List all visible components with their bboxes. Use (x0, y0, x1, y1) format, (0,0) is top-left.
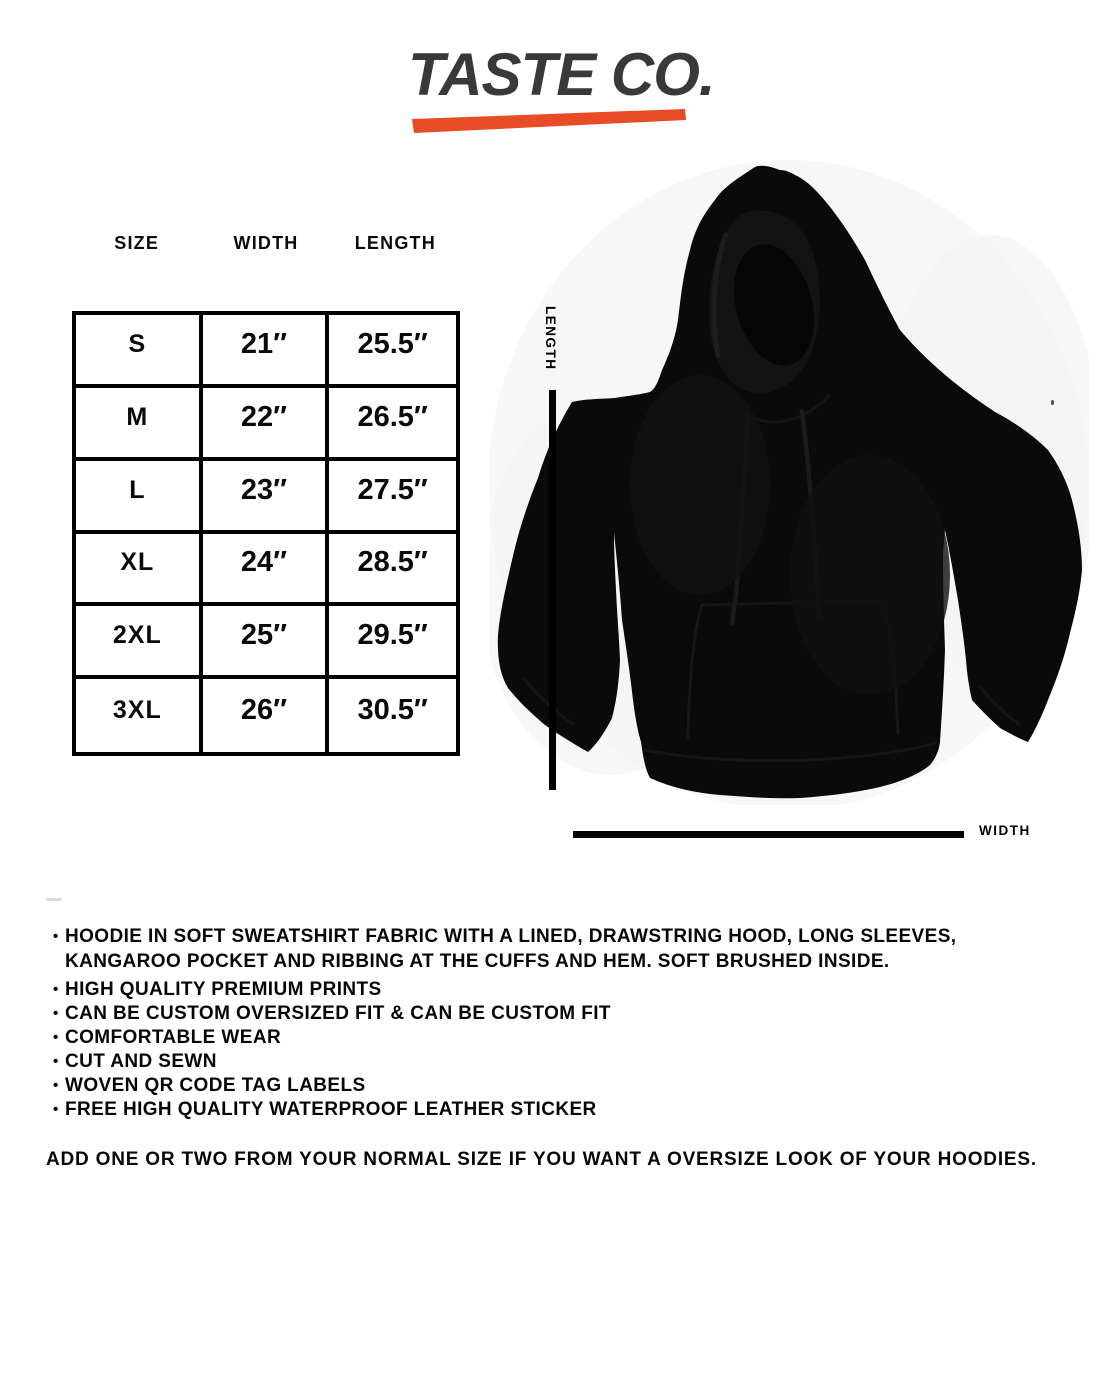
feature-text: WOVEN QR CODE TAG LABELS (65, 1075, 366, 1096)
feature-text: FREE HIGH QUALITY WATERPROOF LEATHER STICKER (65, 1099, 597, 1120)
feature-text: CUT AND SEWN (65, 1051, 217, 1072)
column-header-size: SIZE (114, 233, 160, 253)
feature-intro (46, 924, 1076, 974)
width-measure-label: WIDTH (979, 823, 1031, 838)
length-measure-label: LENGTH (543, 306, 558, 371)
table-cell-length: 30.5″ (357, 694, 428, 727)
table-cell-size: XL (76, 534, 203, 607)
feature-item (46, 1050, 1076, 1074)
table-cell-width: 21″ (203, 315, 330, 388)
feature-text: HIGH QUALITY PREMIUM PRINTS (65, 979, 382, 1000)
logo-underline-swoosh (412, 107, 692, 135)
bullet-glyph: • (53, 1029, 59, 1046)
feature-item (46, 978, 1076, 1002)
table-cell-length: 26.5″ (329, 388, 456, 461)
brand-logo: TASTE CO. (408, 41, 715, 108)
width-measure-bar (573, 831, 964, 838)
table-cell-width: 23″ (203, 461, 330, 534)
table-cell-size: S (76, 315, 203, 388)
feature-item (46, 1026, 1076, 1050)
table-cell-width: 22″ (203, 388, 330, 461)
feature-item (46, 1002, 1076, 1026)
column-header-width: WIDTH (233, 233, 299, 253)
table-cell-width: 26″ (203, 679, 330, 752)
table-cell-size: M (76, 388, 203, 461)
feature-item (46, 1098, 1076, 1122)
feature-item (46, 1074, 1076, 1098)
feature-text: KANGAROO POCKET AND RIBBING AT THE CUFFS AND HEM. SOFT BRUSHED INSIDE. (65, 951, 890, 972)
photo-smudge (46, 898, 62, 901)
table-cell-size: 3XL (76, 679, 203, 752)
sizing-note: ADD ONE OR TWO FROM YOUR NORMAL SIZE IF YOU WANT A OVERSIZE LOOK OF YOUR HOODIES. (46, 1149, 1037, 1170)
bullet-glyph: • (53, 1005, 59, 1022)
bullet-glyph: • (53, 1053, 59, 1070)
bullet-glyph: • (53, 981, 59, 998)
table-cell-length: 29.5″ (329, 606, 456, 679)
bullet-glyph: • (53, 1077, 59, 1094)
table-cell-length: 28.5″ (329, 534, 456, 607)
size-chart-table (72, 311, 460, 756)
feature-text: HOODIE IN SOFT SWEATSHIRT FABRIC WITH A LINED, DRAWSTRING HOOD, LONG SLEEVES, (65, 926, 957, 947)
length-measure-bar (549, 390, 556, 790)
table-cell-width: 24″ (203, 534, 330, 607)
table-cell-length: 25.5″ (329, 315, 456, 388)
column-header-length: LENGTH (354, 233, 436, 253)
table-cell-size: L (76, 461, 203, 534)
feature-text: CAN BE CUSTOM OVERSIZED FIT & CAN BE CUSTOM FIT (65, 1003, 611, 1024)
feature-list (46, 978, 1076, 1122)
table-cell-width: 25″ (203, 606, 330, 679)
photo-speck (1051, 400, 1054, 405)
bullet-glyph: • (53, 928, 59, 945)
feature-text: COMFORTABLE WEAR (65, 1027, 282, 1048)
table-cell-size: 2XL (76, 606, 203, 679)
table-cell-length: 27.5″ (329, 461, 456, 534)
size-chart-headers (72, 233, 460, 254)
product-description (46, 924, 1076, 1172)
bullet-glyph: • (53, 1101, 59, 1118)
hoodie-product-image (490, 155, 1090, 805)
